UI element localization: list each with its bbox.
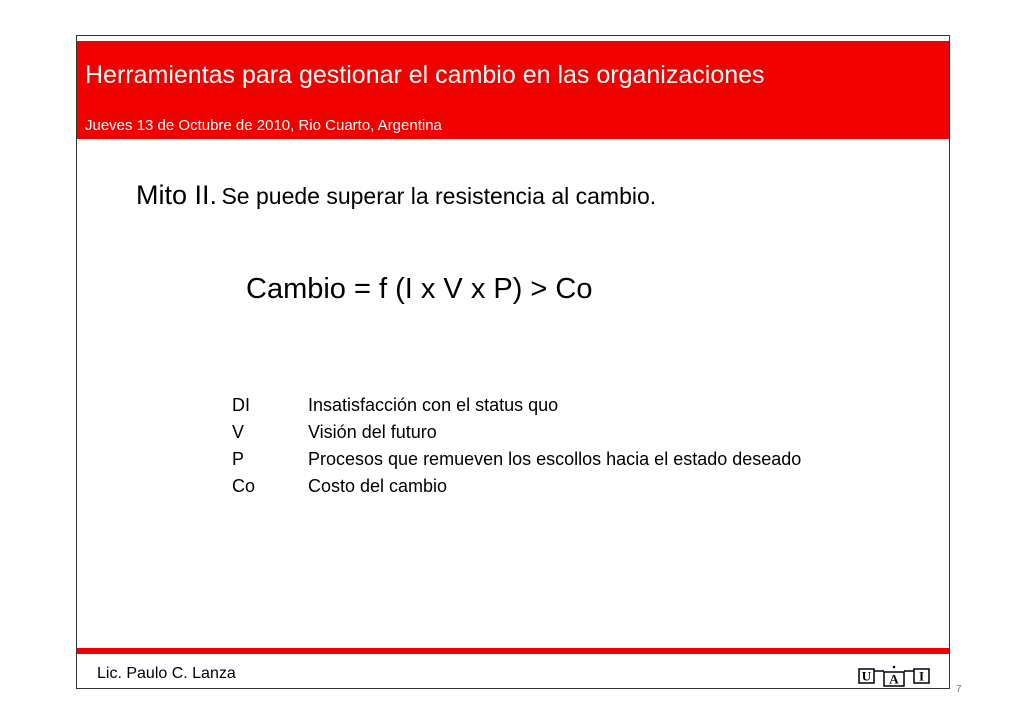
author-name: Lic. Paulo C. Lanza [97, 665, 236, 682]
formula-legend [232, 392, 801, 500]
slide-header [77, 41, 949, 139]
slide [76, 35, 950, 689]
legend-row [232, 473, 801, 500]
footer-divider [77, 648, 949, 654]
svg-text:I: I [918, 668, 925, 684]
svg-text:A: A [889, 671, 899, 687]
legend-row [232, 419, 801, 446]
mito-statement: Se puede superar la resistencia al cambio. [221, 183, 657, 209]
page-number: 7 [956, 684, 962, 695]
mito-heading [136, 180, 656, 211]
legend-abbr: V [232, 422, 245, 442]
svg-text:U: U [861, 668, 872, 684]
legend-abbr: DI [232, 395, 250, 415]
slide-subtitle: Jueves 13 de Octubre de 2010, Rio Cuarto, Argentina [85, 117, 442, 134]
legend-text: Visión del futuro [308, 422, 437, 442]
legend-row [232, 446, 801, 473]
legend-abbr: P [232, 449, 245, 469]
legend-row [232, 392, 801, 419]
change-formula: Cambio = f (I x V x P) > Co [246, 273, 593, 305]
mito-label: Mito II. [136, 180, 218, 210]
legend-text: Insatisfacción con el status quo [308, 395, 559, 415]
legend-abbr: Co [232, 476, 256, 496]
slide-title: Herramientas para gestionar el cambio en las organizaciones [85, 61, 765, 89]
legend-text: Costo del cambio [308, 476, 448, 496]
legend-text: Procesos que remueven los escollos hacia el estado deseado [308, 449, 802, 469]
uai-logo [858, 664, 930, 688]
